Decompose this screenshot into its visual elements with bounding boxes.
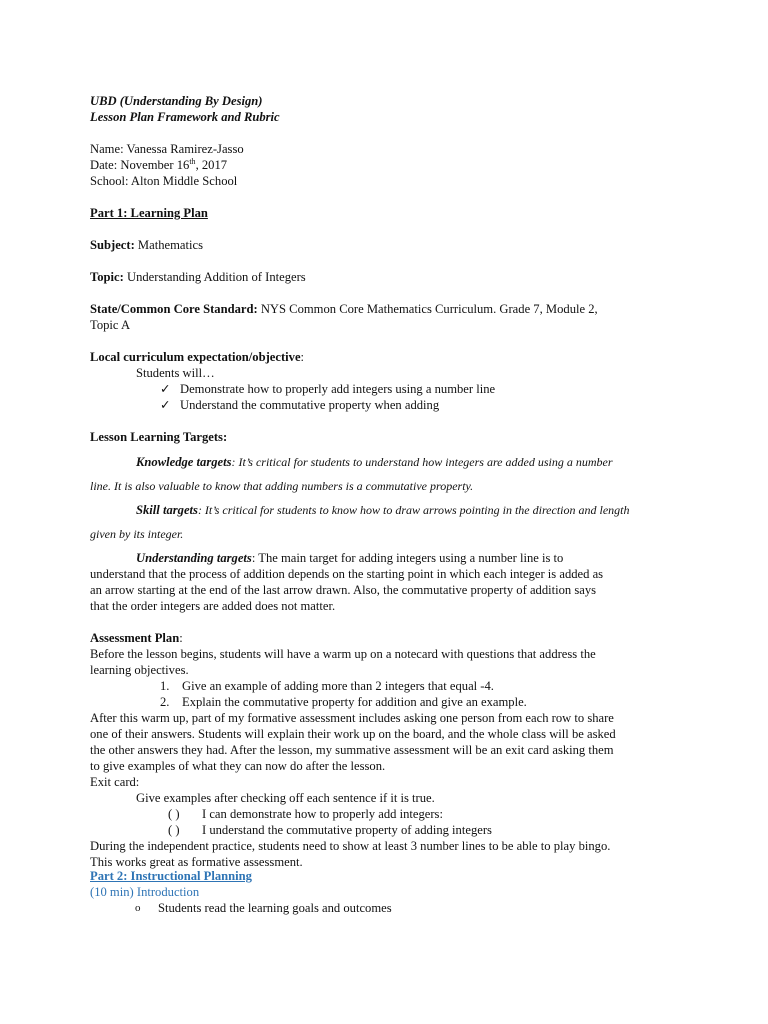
understanding-target-text: that the order integers are added does not matter. xyxy=(90,599,336,613)
skill-target-line-2: given by its integer. xyxy=(90,527,184,541)
objective-item: Demonstrate how to properly add integers using a number line xyxy=(180,382,496,396)
understanding-target-text: an arrow starting at the end of the last arrow drawn. Also, the commutative property of addition says xyxy=(90,583,597,597)
part1-heading: Part 1: Learning Plan xyxy=(90,206,208,220)
assessment-intro: Before the lesson begins, students will have a warm up on a notecard with questions that address the xyxy=(90,647,596,661)
targets-heading: Lesson Learning Targets: xyxy=(90,430,228,444)
students-will: Students will… xyxy=(136,366,215,380)
list-number: 2. xyxy=(160,695,170,709)
warmup-question: Give an example of adding more than 2 integers that equal -4. xyxy=(182,679,494,693)
checkbox-blank: ( ) xyxy=(168,807,180,821)
checkbox-blank: ( ) xyxy=(168,823,180,837)
list-number: 1. xyxy=(160,679,170,693)
assessment-intro: learning objectives. xyxy=(90,663,189,677)
exit-card-label: Exit card: xyxy=(90,775,140,789)
bullet-icon: o xyxy=(135,902,141,914)
standard-line-2: Topic A xyxy=(90,318,131,332)
document-title: UBD (Understanding By Design) xyxy=(90,94,263,108)
check-icon: ✓ xyxy=(160,398,171,412)
introduction-heading: (10 min) Introduction xyxy=(90,885,200,899)
topic-line: Topic: Understanding Addition of Integers xyxy=(90,270,306,284)
standard-line: State/Common Core Standard: NYS Common Core Mathematics Curriculum. Grade 7, Module 2, xyxy=(90,302,598,316)
objective-heading: Local curriculum expectation/objective: xyxy=(90,350,305,364)
exit-card-item: I understand the commutative property of adding integers xyxy=(202,823,492,837)
part2-heading: Part 2: Instructional Planning xyxy=(90,869,252,883)
understanding-target-line: Understanding targets: The main target for adding integers using a number line is to xyxy=(136,551,564,565)
assessment-body: the other answers they had. After the lesson, my summative assessment will be an exit card asking them xyxy=(90,743,614,757)
warmup-question: Explain the commutative property for addition and give an example. xyxy=(182,695,527,709)
assessment-body: to give examples of what they can now do after the lesson. xyxy=(90,759,386,773)
school-name: School: Alton Middle School xyxy=(90,174,238,188)
assessment-heading: Assessment Plan: xyxy=(90,631,183,645)
knowledge-target-line: Knowledge targets: It’s critical for students to understand how integers are added using a number xyxy=(136,455,613,469)
understanding-target-text: understand that the process of addition depends on the starting point in which each integer is added as xyxy=(90,567,604,581)
exit-card-item: I can demonstrate how to properly add integers: xyxy=(202,807,443,821)
assessment-closing: This works great as formative assessment. xyxy=(90,855,303,869)
document-subtitle: Lesson Plan Framework and Rubric xyxy=(90,110,280,124)
assessment-closing: During the independent practice, students need to show at least 3 number lines to be able to play bingo. xyxy=(90,839,611,853)
assessment-body: After this warm up, part of my formative assessment includes asking one person from each row to share xyxy=(90,711,614,725)
skill-target-line: Skill targets: It’s critical for students to know how to draw arrows pointing in the direction and length xyxy=(136,503,630,517)
author-name: Name: Vanessa Ramirez-Jasso xyxy=(90,142,244,156)
assessment-body: one of their answers. Students will explain their work up on the board, and the whole class will be asked xyxy=(90,727,616,741)
objective-item: Understand the commutative property when adding xyxy=(180,398,440,412)
exit-card-instruction: Give examples after checking off each sentence if it is true. xyxy=(136,791,435,805)
knowledge-target-line-2: line. It is also valuable to know that adding numbers is a commutative property. xyxy=(90,479,474,493)
subject-line: Subject: Mathematics xyxy=(90,238,203,252)
lesson-date: Date: November 16th, 2017 xyxy=(90,156,228,172)
instruction-item: Students read the learning goals and outcomes xyxy=(158,901,392,915)
check-icon: ✓ xyxy=(160,382,171,396)
